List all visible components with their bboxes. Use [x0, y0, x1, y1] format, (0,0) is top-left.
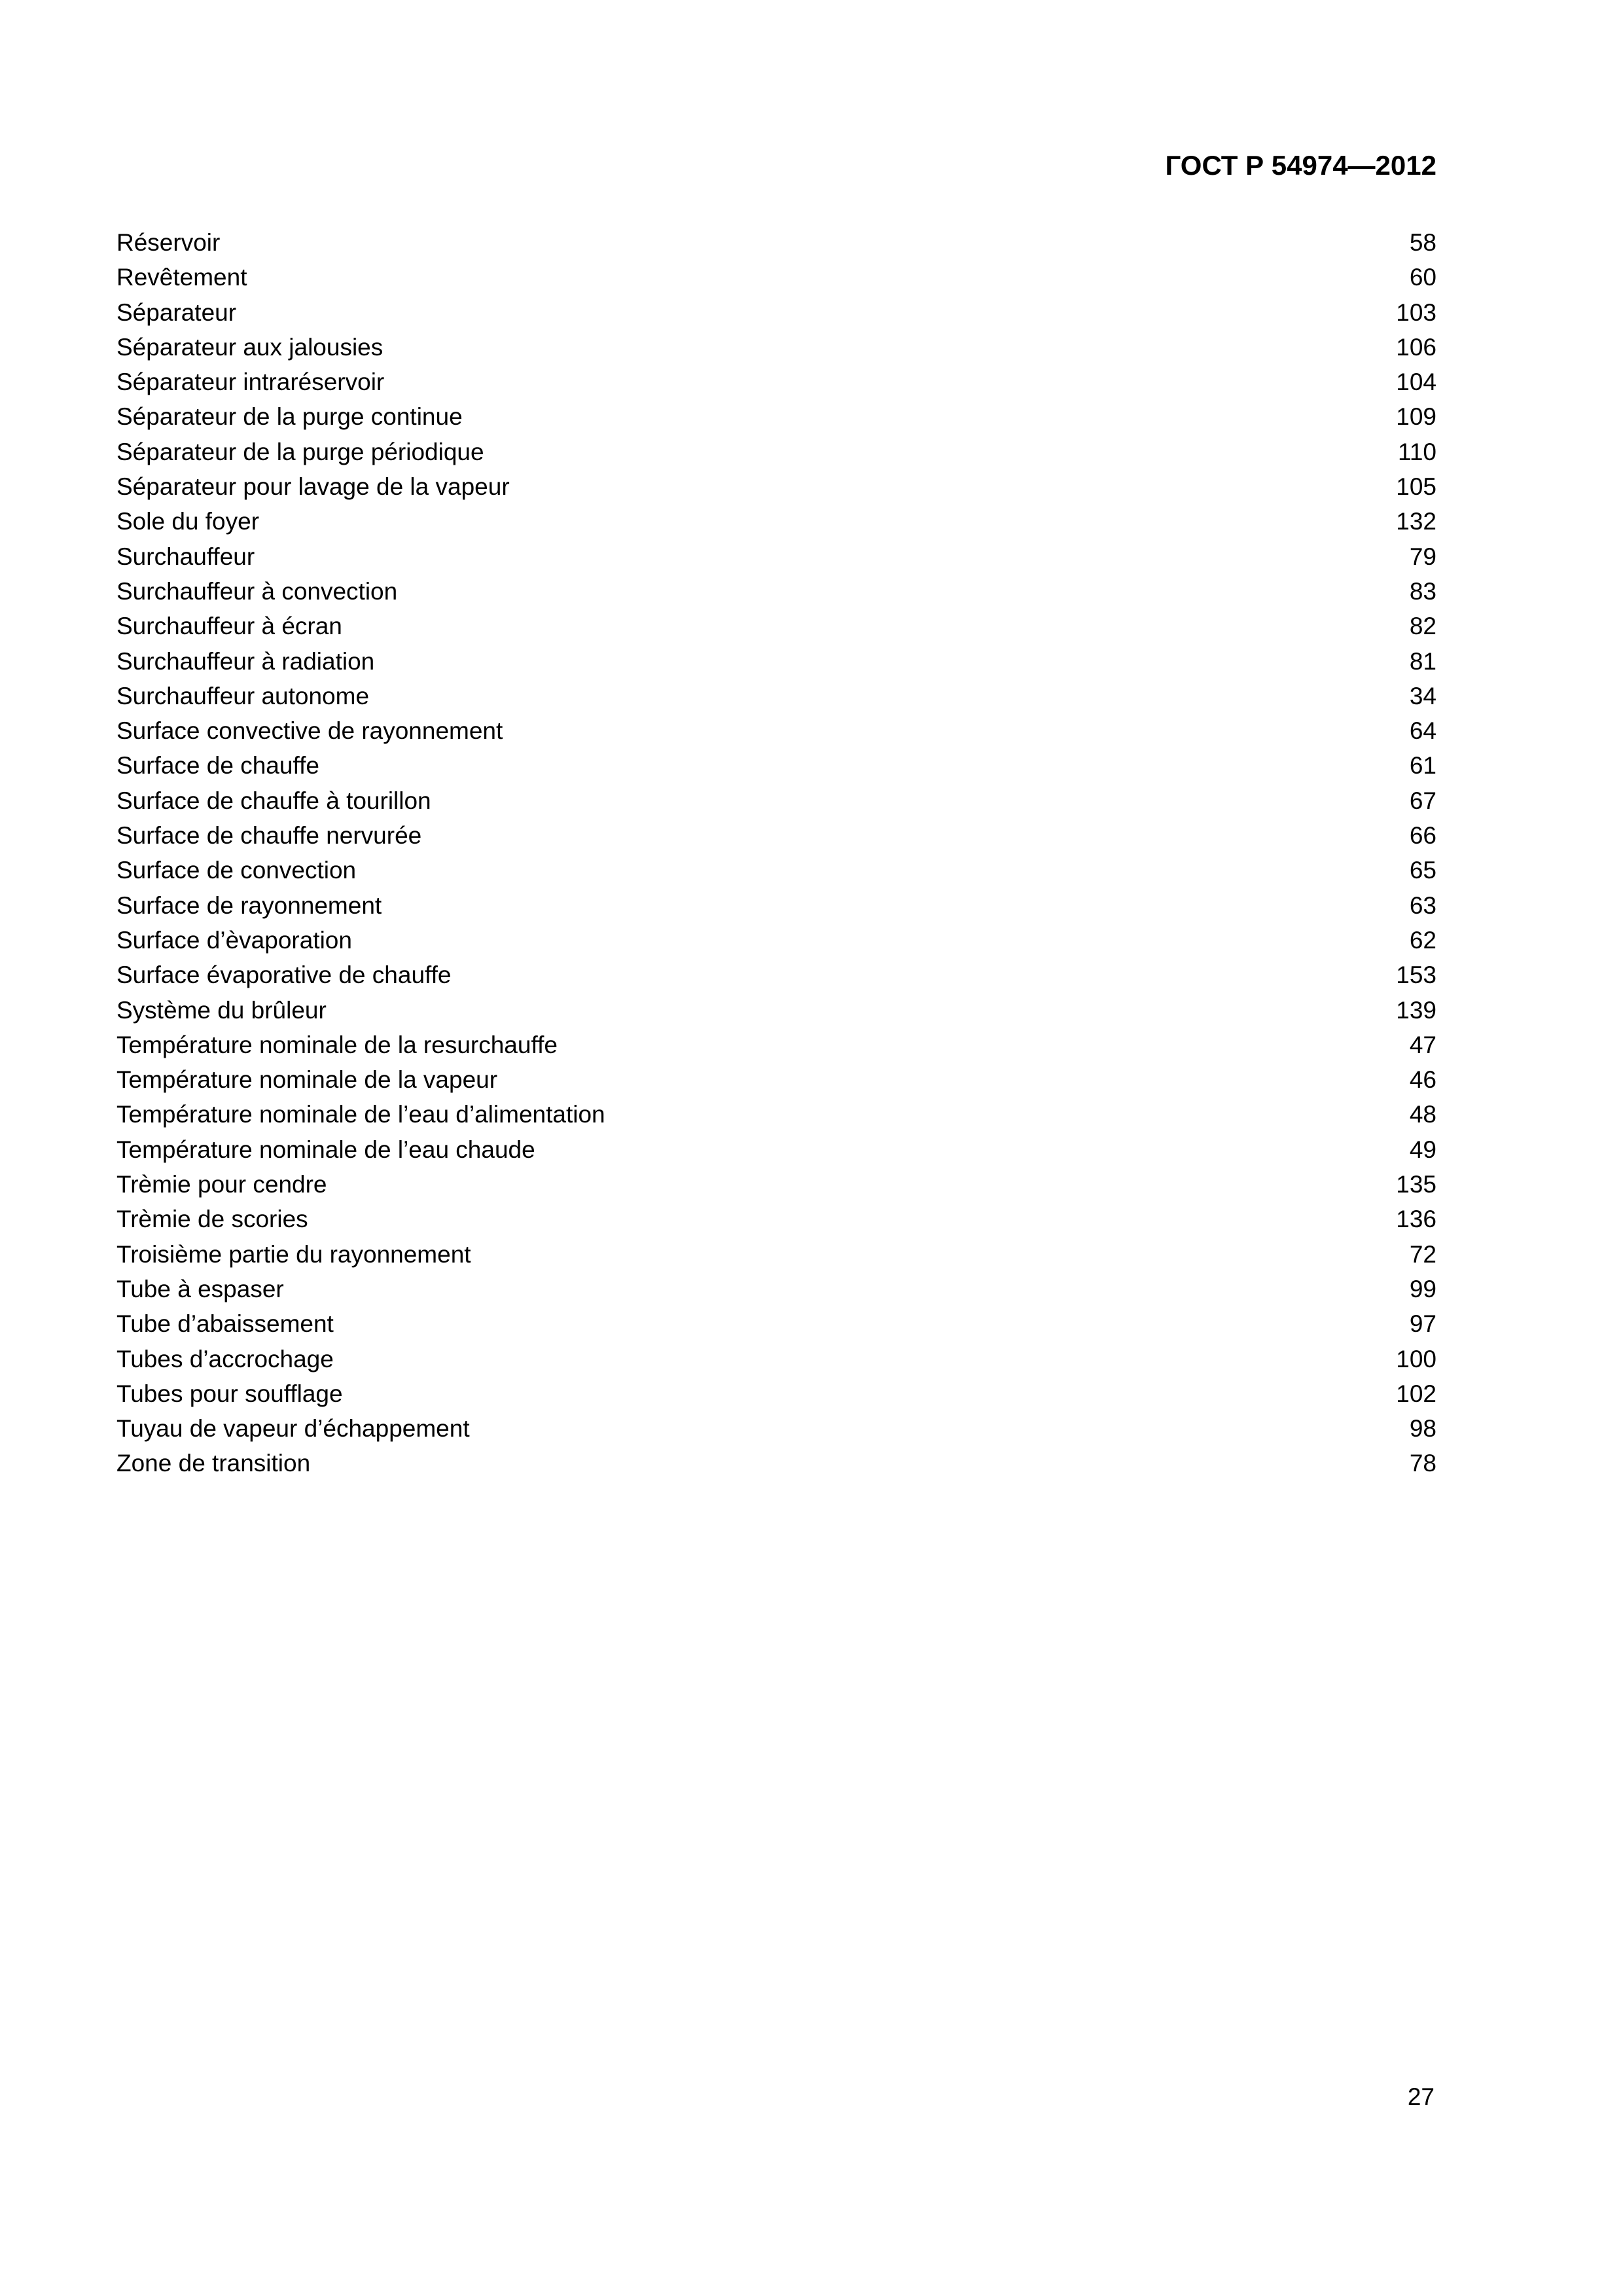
index-term: Séparateur de la purge continue: [116, 403, 463, 431]
index-entry: [116, 435, 1436, 469]
index-term-number: 63: [1409, 891, 1436, 919]
index-entry: [116, 783, 1436, 818]
index-term: Surface de chauffe nervurée: [116, 822, 422, 850]
index-term-number: 103: [1396, 298, 1436, 326]
index-entry: [116, 993, 1436, 1028]
index-entry: [116, 748, 1436, 783]
index-term-number: 49: [1409, 1136, 1436, 1163]
index-term: Sole du foyer: [116, 508, 260, 535]
index-term-number: 139: [1396, 996, 1436, 1024]
index-term-number: 100: [1396, 1345, 1436, 1372]
index-term-number: 65: [1409, 857, 1436, 884]
index-term: Tubes d’accrochage: [116, 1345, 334, 1372]
index-term-number: 62: [1409, 926, 1436, 954]
index-entry: [116, 713, 1436, 748]
index-entry: [116, 1097, 1436, 1132]
index-term: Surchauffeur à convection: [116, 577, 398, 605]
index-entry: [116, 818, 1436, 853]
index-entry: [116, 365, 1436, 399]
index-term-number: 153: [1396, 961, 1436, 989]
standard-code-header: ГОСТ Р 54974—2012: [1165, 150, 1436, 181]
index-term-number: 99: [1409, 1275, 1436, 1302]
index-entry: [116, 504, 1436, 539]
index-term: Surface de chauffe à tourillon: [116, 787, 431, 814]
index-term-number: 79: [1409, 543, 1436, 570]
index-entry: [116, 1237, 1436, 1272]
index-term-number: 97: [1409, 1310, 1436, 1338]
index-term: Séparateur aux jalousies: [116, 333, 383, 361]
index-entry: [116, 225, 1436, 260]
index-term-number: 67: [1409, 787, 1436, 814]
index-entry: [116, 609, 1436, 643]
index-entry: [116, 1446, 1436, 1480]
index-entry: [116, 1202, 1436, 1236]
term-index-list: [116, 225, 1436, 1481]
index-term: Température nominale de la resurchauffe: [116, 1031, 558, 1058]
index-term-number: 66: [1409, 822, 1436, 850]
index-entry: [116, 644, 1436, 679]
index-term-number: 132: [1396, 508, 1436, 535]
index-term: Surchauffeur à écran: [116, 613, 342, 640]
index-term: Trèmie de scories: [116, 1206, 308, 1233]
index-entry: [116, 1342, 1436, 1376]
index-term-number: 81: [1409, 647, 1436, 675]
index-term-number: 60: [1409, 264, 1436, 291]
index-entry: [116, 260, 1436, 295]
index-term-number: 104: [1396, 368, 1436, 396]
index-entry: [116, 1028, 1436, 1062]
index-entry: [116, 1272, 1436, 1306]
index-entry: [116, 1062, 1436, 1097]
index-term: Tuyau de vapeur d’échappement: [116, 1415, 470, 1443]
index-term: Séparateur pour lavage de la vapeur: [116, 473, 510, 501]
index-term-number: 109: [1396, 403, 1436, 431]
page-number: 27: [1407, 2083, 1435, 2110]
index-entry: [116, 330, 1436, 365]
index-term: Troisième partie du rayonnement: [116, 1240, 471, 1268]
index-term-number: 110: [1398, 438, 1436, 465]
index-term: Surchauffeur à radiation: [116, 647, 375, 675]
index-entry: [116, 1132, 1436, 1167]
index-term-number: 136: [1396, 1206, 1436, 1233]
index-term: Surface de chauffe: [116, 752, 319, 780]
index-term: Trèmie pour cendre: [116, 1171, 327, 1198]
index-term: Revêtement: [116, 264, 247, 291]
index-term: Surchauffeur: [116, 543, 255, 570]
index-term: Réservoir: [116, 229, 221, 256]
index-term-number: 106: [1396, 333, 1436, 361]
index-term: Tubes pour soufflage: [116, 1380, 343, 1407]
index-term-number: 34: [1409, 682, 1436, 709]
index-term-number: 47: [1409, 1031, 1436, 1058]
index-entry: [116, 1167, 1436, 1202]
index-entry: [116, 679, 1436, 713]
index-term-number: 46: [1409, 1066, 1436, 1094]
index-term-number: 135: [1396, 1171, 1436, 1198]
index-term-number: 98: [1409, 1415, 1436, 1443]
index-entry: [116, 399, 1436, 434]
index-term-number: 105: [1396, 473, 1436, 501]
index-entry: [116, 1306, 1436, 1341]
index-term-number: 78: [1409, 1450, 1436, 1477]
index-term: Température nominale de l’eau chaude: [116, 1136, 535, 1163]
index-term: Surface d’èvaporation: [116, 926, 352, 954]
index-term-number: 48: [1409, 1101, 1436, 1128]
index-term: Zone de transition: [116, 1450, 311, 1477]
index-term: Séparateur: [116, 298, 237, 326]
index-term: Surface de rayonnement: [116, 891, 382, 919]
index-entry: [116, 853, 1436, 888]
index-term: Surface de convection: [116, 857, 357, 884]
index-term: Séparateur de la purge périodique: [116, 438, 484, 465]
index-term: Système du brûleur: [116, 996, 327, 1024]
index-term: Surchauffeur autonome: [116, 682, 370, 709]
index-entry: [116, 469, 1436, 504]
index-entry: [116, 574, 1436, 609]
index-term-number: 82: [1409, 613, 1436, 640]
index-term: Tube à espaser: [116, 1275, 284, 1302]
index-entry: [116, 1376, 1436, 1411]
index-term: Séparateur intraréservoir: [116, 368, 385, 396]
index-entry: [116, 295, 1436, 330]
index-term-number: 72: [1409, 1240, 1436, 1268]
index-term-number: 64: [1409, 717, 1436, 745]
index-term: Température nominale de l’eau d’alimentation: [116, 1101, 605, 1128]
index-term: Température nominale de la vapeur: [116, 1066, 498, 1094]
index-entry: [116, 1411, 1436, 1446]
index-entry: [116, 888, 1436, 923]
index-term-number: 58: [1409, 229, 1436, 256]
index-entry: [116, 923, 1436, 958]
index-term-number: 102: [1396, 1380, 1436, 1407]
index-term-number: 61: [1409, 752, 1436, 780]
index-term: Surface évaporative de chauffe: [116, 961, 452, 989]
index-entry: [116, 539, 1436, 574]
index-term: Tube d’abaissement: [116, 1310, 334, 1338]
index-term: Surface convective de rayonnement: [116, 717, 503, 745]
index-term-number: 83: [1409, 577, 1436, 605]
index-entry: [116, 958, 1436, 992]
